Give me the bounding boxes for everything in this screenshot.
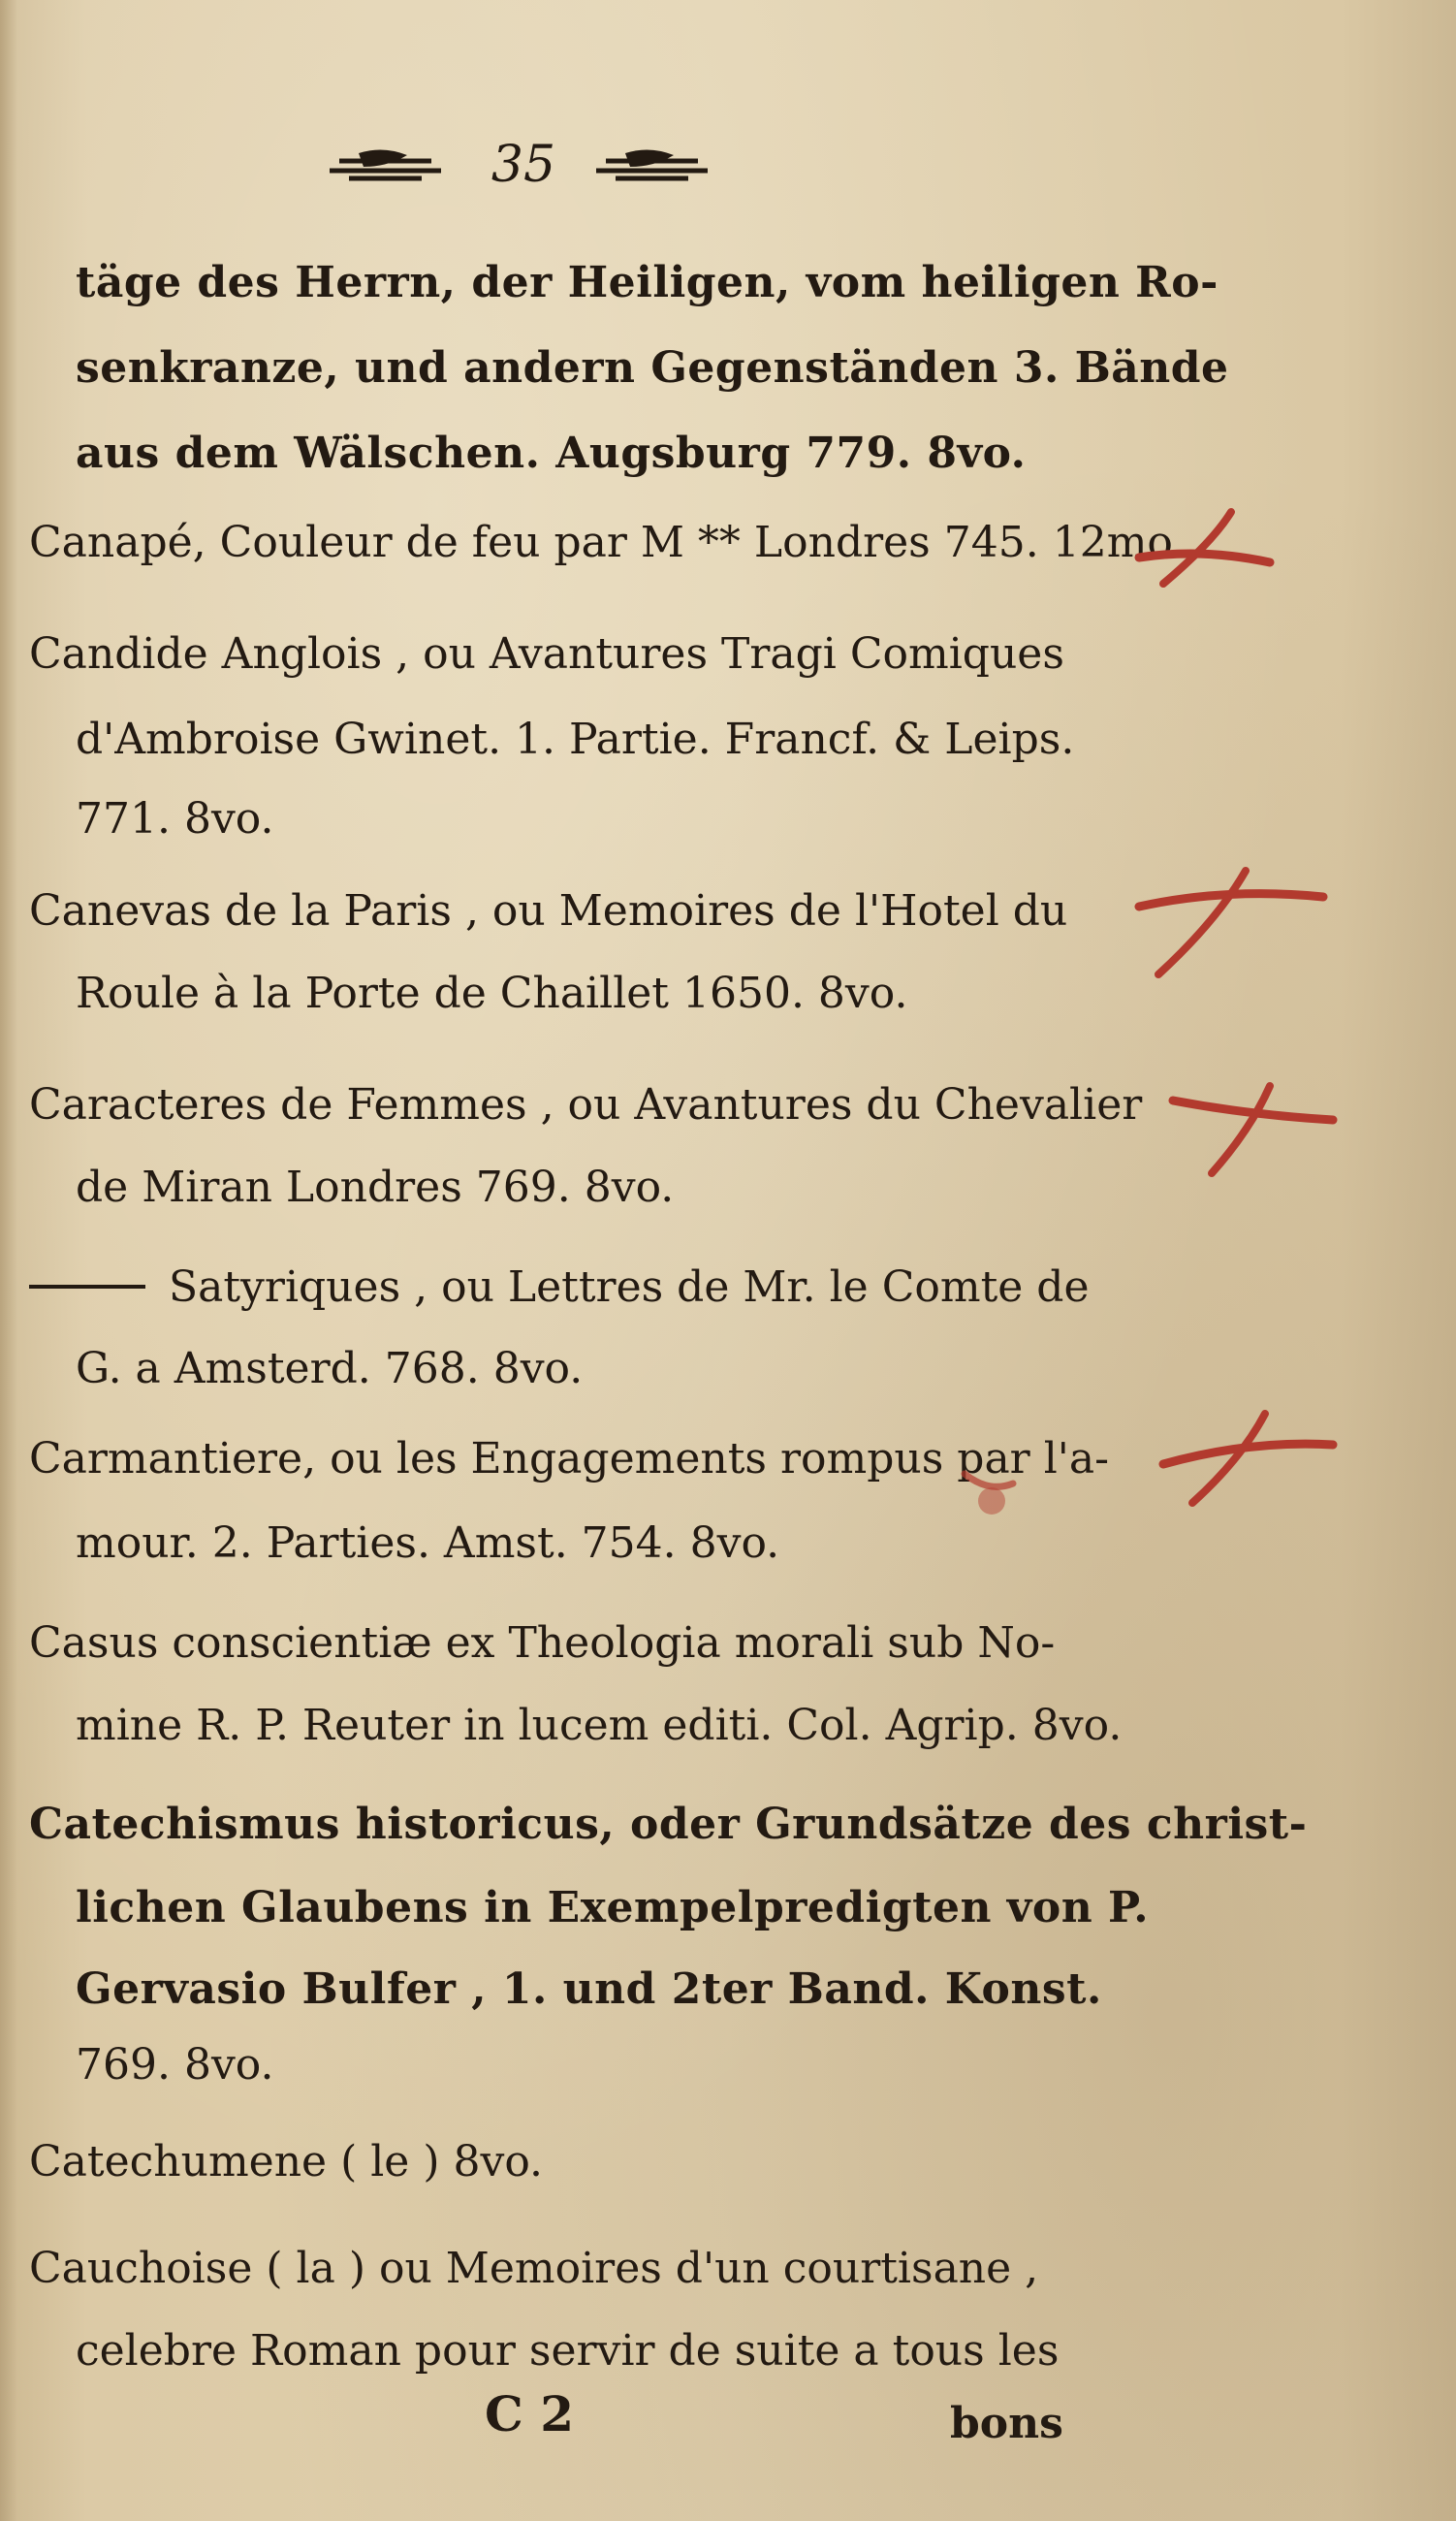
red-cross-mark-icon [1154, 1406, 1343, 1513]
entry-heading: Caracteres de Femmes , ou Avantures du Chevalier [29, 1080, 1143, 1130]
text-line: Gervasio Bulfer , 1. und 2ter Band. Konst. [76, 1964, 1102, 2014]
ornament-icon [330, 145, 441, 184]
entry-text: Satyriques , ou Lettres de Mr. le Comte de [169, 1262, 1090, 1312]
text-line: täge des Herrn, der Heiligen, vom heiligen Ro- [76, 258, 1219, 307]
text-line: de Miran Londres 769. 8vo. [76, 1163, 675, 1212]
red-cross-mark-icon [1134, 504, 1280, 591]
red-cross-mark-icon [1163, 1076, 1343, 1183]
text-line: aus dem Wälschen. Augsburg 779. 8vo. [76, 429, 1027, 478]
text-line: Roule à la Porte de Chaillet 1650. 8vo. [76, 969, 908, 1018]
ditto-dash [29, 1285, 145, 1289]
text-line: senkranze, und andern Gegenständen 3. Bände [76, 343, 1229, 393]
text-line: mine R. P. Reuter in lucem editi. Col. Agrip. 8vo. [76, 1701, 1123, 1750]
red-cross-mark-icon [955, 1454, 1023, 1532]
text-line: 769. 8vo. [76, 2040, 274, 2090]
text-line: G. a Amsterd. 768. 8vo. [76, 1344, 584, 1393]
entry-heading: Canevas de la Paris , ou Memoires de l'Hotel du [29, 886, 1068, 936]
text-line: mour. 2. Parties. Amst. 754. 8vo. [76, 1518, 780, 1568]
text-line: celebre Roman pour servir de suite a tous les [76, 2326, 1060, 2376]
entry-heading: Canapé, Couleur de feu par M ** Londres 745. 12mo. [29, 518, 1187, 567]
entry-heading: Catechismus historicus, oder Grundsätze des christ- [29, 1800, 1308, 1849]
ornament-icon [596, 145, 708, 184]
red-cross-mark-icon [1129, 863, 1338, 984]
signature-mark: C 2 [485, 2385, 574, 2442]
entry-heading: Catechumene ( le ) 8vo. [29, 2137, 544, 2186]
entry-heading: Casus conscientiæ ex Theologia morali sub No- [29, 1618, 1056, 1668]
entry-heading: Candide Anglois , ou Avantures Tragi Comiques [29, 629, 1064, 679]
page-number: 35 [491, 136, 556, 194]
text-line: lichen Glaubens in Exempelpredigten von P. [76, 1883, 1150, 1932]
catchword: bons [950, 2399, 1063, 2448]
entry-heading: Carmantiere, ou les Engagements rompus par l'a- [29, 1434, 1109, 1484]
entry-heading [29, 1259, 1089, 1317]
entry-heading: Cauchoise ( la ) ou Memoires d'un courtisane , [29, 2244, 1039, 2293]
text-line: 771. 8vo. [76, 794, 274, 844]
page-header [330, 136, 717, 194]
text-line: d'Ambroise Gwinet. 1. Partie. Francf. & Leips. [76, 715, 1075, 764]
page-edge-shadow [0, 0, 17, 2521]
